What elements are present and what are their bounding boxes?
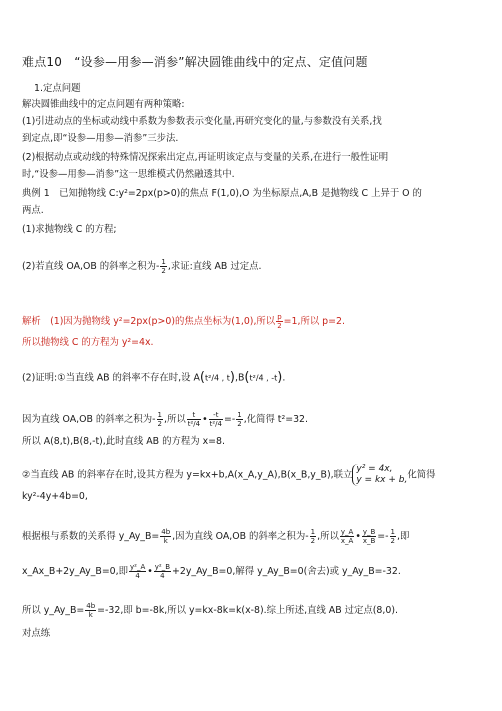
sol-fraction (276, 313, 282, 330)
p3-fraction-1: $\frac{1}{2}$ (157, 411, 162, 428)
strategy-2-line-1: (2)根据动点或动线的特殊情况探索出定点,再证明该定点与变量的关系,在进行一般性证明 (22, 152, 389, 163)
solution-line-1 (22, 313, 345, 330)
q2-text-post: ,求证:直线 AB 过定点. (167, 261, 262, 272)
proof-line-6: 根据根与系数的关系得 y_Ay_B= $\frac{4b}{k}$ ,因为直线 OA,OB 的斜率之积为- $\frac{1}{2}$ ,所以 $\frac{y\_A}{x\_A}$ • $\frac{y\_B}{x\_B}$ =- $\frac{1}{2}$ ,即 (22, 528, 410, 545)
p7-text-mid: ,因为直线 OA,OB 的斜率之积为- (172, 531, 309, 542)
proof-line-8 (22, 602, 398, 619)
intro-text: 解决圆锥曲线中的定点问题有两种策略: (22, 99, 185, 110)
proof-line-2: 因为直线 OA,OB 的斜率之积为- $\frac{1}{2}$ ,所以 $\frac{t}{\text{t²/4}}$ • $\frac{-t}{\text{t²/4}}$ =- $\frac{1}{2}$ ,化简得 t²=32. (22, 411, 309, 428)
p3-fraction-t: $\frac{t}{\text{t²/4}}$ (187, 411, 201, 428)
sol-text-pre: 解析 (1)因为抛物线 y²=2px(p>0)的焦点坐标为(1,0),所以 (22, 316, 276, 327)
p9-text-post: =-32,即 b=-8k,所以 y=kx-8k=k(x-8).综上所述,直线 AB 过定点(8,0). (97, 605, 398, 616)
p3-text-post: ,化简得 t²=32. (243, 414, 309, 425)
equation-system: y² = 4x, y = kx + b, (352, 464, 407, 486)
strategy-1-line-2: 到定点,即“设参—用参—消参”三步法. (22, 133, 179, 144)
question-1: (1)求抛物线 C 的方程; (22, 224, 117, 235)
strategy-1-line-1: (1)引进动点的坐标或动线中系数为参数表示变化量,再研究变化的量,与参数没有关系,找 (22, 116, 382, 127)
q2-frac-den: 2 (161, 267, 166, 275)
point-b-coords: t²/4 , -t (249, 373, 278, 383)
section-heading: 1.定点问题 (34, 83, 81, 94)
p9-fraction-4b-k: $\frac{4b}{k}$ (86, 602, 96, 619)
sol-frac-num: p (277, 313, 282, 321)
p7-text-pre: 根据根与系数的关系得 y_Ay_B= (22, 531, 160, 542)
p2-text-pre: (2)证明:①当直线 AB 的斜率不存在时,设 A (22, 372, 200, 384)
practice-heading: 对点练 (22, 628, 51, 639)
example-line-1: 典例 1 已知抛物线 C:y²=2px(p>0)的焦点 F(1,0),O 为坐标原点,A,B 是抛物线 C 上异于 O 的 (22, 188, 422, 199)
example-line-2: 两点. (22, 205, 44, 216)
q2-text-pre: (2)若直线 OA,OB 的斜率之积为- (22, 261, 160, 272)
p2-text-mid: ,B (234, 372, 245, 384)
sol-frac-den: 2 (277, 322, 282, 330)
p7-fraction-half-2: $\frac{1}{2}$ (390, 528, 396, 545)
point-a-coords: t²/4 , t (204, 373, 230, 383)
p5-text-post: 化简得 (407, 469, 436, 481)
strategy-2-line-2: 时,“设参—用参—消参”这一思维模式仍然融透其中. (22, 169, 235, 180)
p8-text-pre: x_Ax_B+2y_Ay_B=0,即 (22, 566, 128, 577)
p8-fraction-yb2: $\frac{\text{y²\_B}}{4}$ (154, 563, 171, 580)
p5-text-pre: ②当直线 AB 的斜率存在时,设其方程为 y=kx+b,A(x_A,y_A),B(x_B,y_B),联立 (22, 469, 353, 481)
proof-line-1: (2)证明:①当直线 AB 的斜率不存在时,设 A(t²/4 , t),B(t²/4 , -t). (22, 370, 286, 385)
p3-fraction-negt: $\frac{-t}{\text{t²/4}}$ (209, 411, 222, 428)
question-2 (22, 258, 261, 275)
p7-fraction-half: $\frac{1}{2}$ (310, 528, 316, 545)
p7-fraction-yb: $\frac{y\_B}{x\_B}$ (362, 528, 376, 545)
p8-fraction-ya2: $\frac{\text{y²\_A}}{4}$ (130, 563, 146, 580)
sol-text-post: =1,所以 p=2. (283, 316, 345, 327)
p8-text-post: +2y_Ay_B=0,解得 y_Ay_B=0(舍去)或 y_Ay_B=-32. (172, 566, 401, 577)
p7-fraction-ya: $\frac{y\_A}{x\_A}$ (340, 528, 354, 545)
proof-line-3: 所以 A(8,t),B(8,-t),此时直线 AB 的方程为 x=8. (22, 436, 225, 447)
q2-frac-num: 1 (161, 258, 166, 266)
proof-line-4 (22, 464, 435, 486)
p7-fraction-4b-k: $\frac{4b}{k}$ (161, 528, 171, 545)
page-title: 难点10 “设参—用参—消参”解决圆锥曲线中的定点、定值问题 (22, 55, 368, 69)
q2-fraction (160, 258, 166, 275)
proof-line-5: ky²-4y+4b=0, (22, 491, 88, 502)
p3-fraction-2: $\frac{1}{2}$ (237, 411, 242, 428)
p9-text-pre: 所以 y_Ay_B= (22, 605, 85, 616)
proof-line-7: x_Ax_B+2y_Ay_B=0,即 $\frac{\text{y²\_A}}{4}$ • $\frac{\text{y²\_B}}{4}$ +2y_Ay_B=0,解得 y_Ay_B=0(舍去)或 y_Ay_B=-32. (22, 563, 401, 580)
p3-text-pre: 因为直线 OA,OB 的斜率之积为- (22, 414, 156, 425)
p2-text-end: . (282, 372, 286, 384)
solution-line-2: 所以抛物线 C 的方程为 y²=4x. (22, 337, 154, 348)
p3-text-mid: ,所以 (163, 414, 186, 425)
